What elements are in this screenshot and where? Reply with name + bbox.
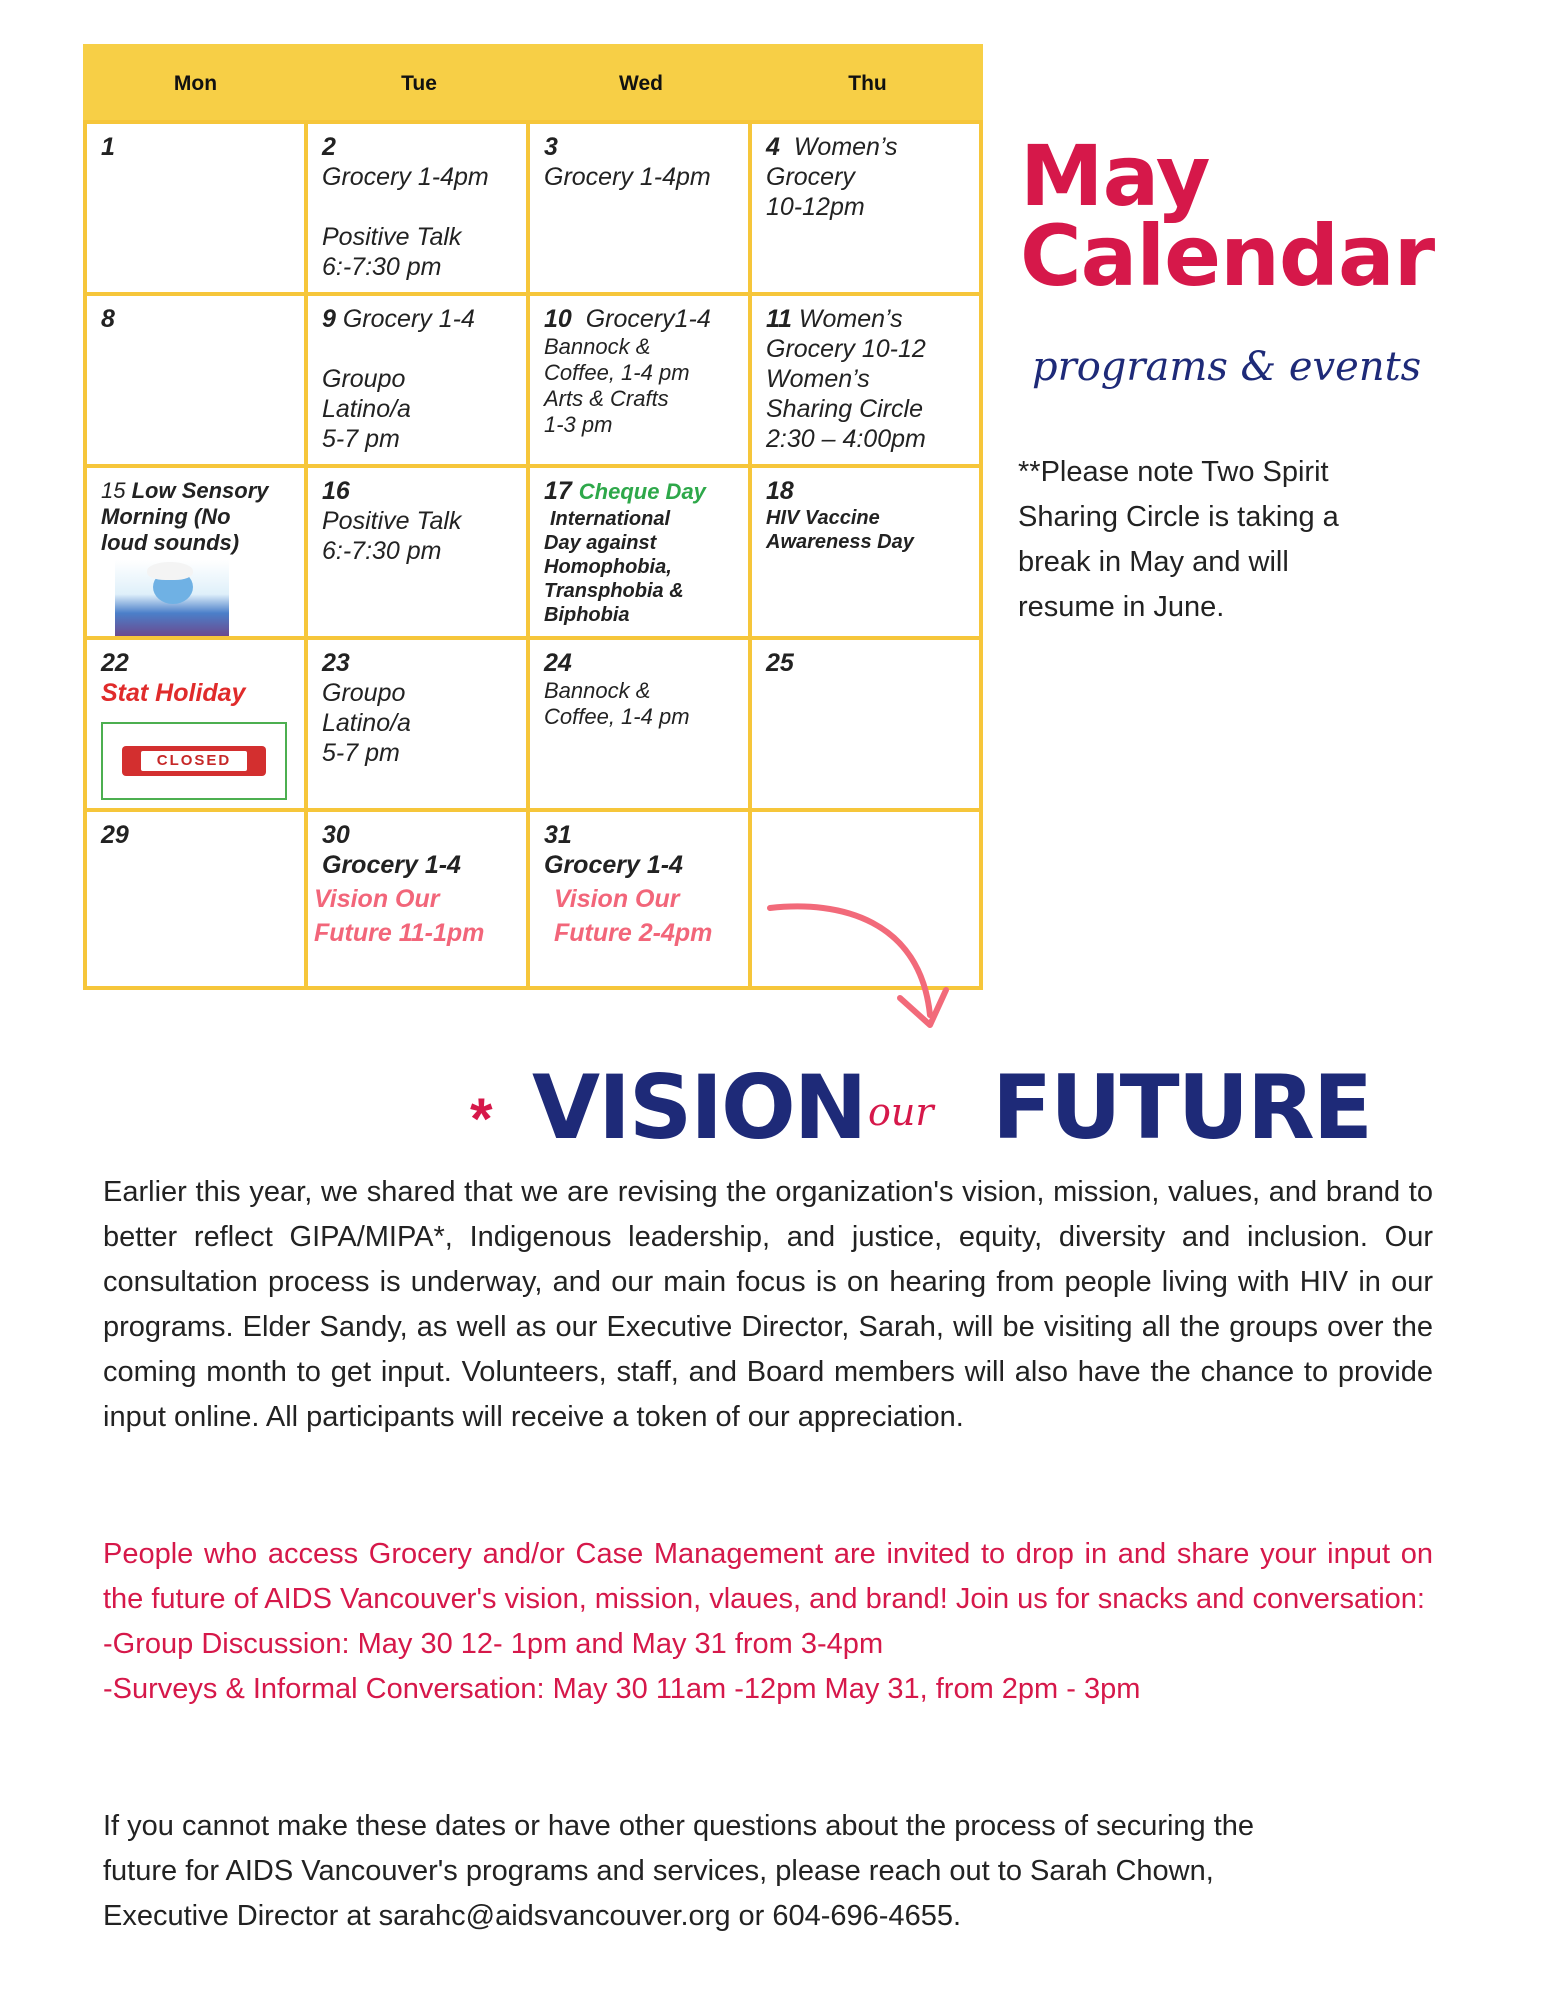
star-icon: * xyxy=(470,1087,493,1152)
day-label: Mon xyxy=(173,72,218,95)
event-text: Morning (No xyxy=(101,504,231,529)
title-line-1: May xyxy=(1020,127,1210,225)
note-line: **Please note Two Spirit xyxy=(1018,456,1329,488)
event-text: Grocery 1-4pm xyxy=(322,163,489,191)
subtitle: programs & events xyxy=(1032,344,1422,390)
calendar-cell-may-3 xyxy=(526,120,752,296)
vision-word: VISION xyxy=(532,1056,866,1159)
event-text: Transphobia & xyxy=(544,580,684,602)
vision-event-text: Future 11-1pm xyxy=(314,919,485,947)
calendar-cell-may-31 xyxy=(526,808,752,990)
calendar-cell-may-16 xyxy=(304,464,530,640)
event-text: Grocery xyxy=(766,163,855,191)
future-word: FUTURE xyxy=(992,1056,1371,1159)
contact-line: future for AIDS Vancouver's programs and services, please reach out to Sarah Chown, xyxy=(103,1855,1214,1887)
day-label: Thu xyxy=(848,72,887,95)
date-number: 3 xyxy=(544,133,558,161)
event-text: Latino/a xyxy=(322,709,411,737)
calendar-cell-may-29 xyxy=(83,808,308,990)
note-line: resume in June. xyxy=(1018,591,1225,623)
note-line: Sharing Circle is taking a xyxy=(1018,501,1339,533)
event-text: Grocery1-4 xyxy=(585,305,711,333)
event-text: Grocery 10-12 xyxy=(766,335,926,363)
vision-intro-paragraph: Earlier this year, we shared that we are revising the organization's vision, mission, values, and brand to better reflect GIPA/MIPA*, Indigenous leadership, and justice, equity, diversity and inclusion. Our consultation process is underway, and our main focus is on hearing from people living with HIV in our programs. Elder Sandy, as well as our Executive Director, Sarah, will be visiting all the groups over the coming month to get input. Volunteers, staff, and Board members will also have the chance to provide input online. All participants will receive a token of our appreciation. xyxy=(103,1176,1433,1433)
closed-sign-image xyxy=(101,722,287,800)
event-text: Groupo xyxy=(322,365,406,393)
closed-sign-text: CLOSED xyxy=(141,751,248,771)
event-text: 1-3 pm xyxy=(544,412,613,437)
event-text: Grocery 1-4pm xyxy=(544,163,711,191)
day-header-mon xyxy=(83,44,308,122)
event-text: Women’s xyxy=(766,365,870,393)
date-number: 25 xyxy=(766,649,794,677)
date-number: 2 xyxy=(322,133,336,161)
day-header-tue xyxy=(308,44,530,122)
invitation-text: People who access Grocery and/or Case Management are invited to drop in and share your input on the future of AIDS Vancouver's vision, mission, vlaues, and brand! Join us for snacks and conversation: xyxy=(103,1538,1433,1615)
cheque-day-label: Cheque Day xyxy=(578,479,706,504)
event-text: Women’s xyxy=(793,133,898,161)
smurf-image xyxy=(115,560,229,636)
calendar-cell-may-30 xyxy=(304,808,530,990)
date-number: 1 xyxy=(101,133,115,161)
event-text: Day against xyxy=(544,532,657,554)
day-header-thu xyxy=(752,44,983,122)
event-text: Arts & Crafts xyxy=(544,386,669,411)
date-number: 23 xyxy=(322,649,350,677)
event-text: 10-12pm xyxy=(766,193,865,221)
day-label: Tue xyxy=(401,72,437,95)
stat-holiday-label: Stat Holiday xyxy=(101,679,246,707)
calendar-cell-may-1 xyxy=(83,120,308,296)
event-text: loud sounds) xyxy=(101,530,240,555)
calendar-cell-may-23 xyxy=(304,636,530,812)
date-number: 10 xyxy=(544,305,572,333)
date-number: 22 xyxy=(101,649,129,677)
event-text: Coffee, 1-4 pm xyxy=(544,704,690,729)
event-text: 6:-7:30 pm xyxy=(322,537,442,565)
day-label: Wed xyxy=(619,72,663,95)
event-text: Women’s xyxy=(798,305,903,333)
calendar-cell-may-17 xyxy=(526,464,752,640)
group-discussion-line: -Group Discussion: May 30 12- 1pm and May 31 from 3-4pm xyxy=(103,1628,884,1660)
calendar-cell-may-18 xyxy=(748,464,983,640)
event-text: International xyxy=(550,508,671,530)
event-text: Coffee, 1-4 pm xyxy=(544,360,690,385)
event-text: Biphobia xyxy=(544,604,630,626)
date-number: 16 xyxy=(322,477,350,505)
event-text: Groupo xyxy=(322,679,406,707)
event-text: 2:30 – 4:00pm xyxy=(766,425,926,453)
grocery-invitation-paragraph xyxy=(103,1532,1433,1712)
calendar-cell-may-11 xyxy=(748,292,983,468)
event-text: Low Sensory xyxy=(131,478,269,503)
event-text: Positive Talk xyxy=(322,223,462,251)
vision-event-text: Vision Our xyxy=(314,885,440,913)
event-text: Positive Talk xyxy=(322,507,462,535)
event-text: Sharing Circle xyxy=(766,395,924,423)
event-text: Grocery 1-4 xyxy=(342,305,475,333)
calendar-cell-may-15 xyxy=(83,464,308,640)
date-number: 31 xyxy=(544,821,572,849)
event-text: 5-7 pm xyxy=(322,425,400,453)
surveys-line: -Surveys & Informal Conversation: May 30 11am -12pm May 31, from 2pm - 3pm xyxy=(103,1673,1141,1705)
date-number: 24 xyxy=(544,649,572,677)
date-number: 17 xyxy=(544,477,572,505)
contact-line: If you cannot make these dates or have other questions about the process of securing the xyxy=(103,1810,1255,1842)
event-text: Homophobia, xyxy=(544,556,672,578)
date-number: 29 xyxy=(101,821,129,849)
event-text: Latino/a xyxy=(322,395,411,423)
closed-sign xyxy=(122,746,266,776)
two-spirit-note xyxy=(1018,450,1418,630)
calendar-cell-may-8 xyxy=(83,292,308,468)
page-title xyxy=(1020,127,1435,305)
curved-arrow-icon xyxy=(760,890,950,1060)
date-number: 30 xyxy=(322,821,350,849)
contact-paragraph xyxy=(103,1804,1433,1939)
day-header-wed xyxy=(530,44,752,122)
our-word: our xyxy=(868,1090,934,1134)
event-text: Grocery 1-4 xyxy=(322,851,461,879)
vision-event-text: Future 2-4pm xyxy=(554,919,713,947)
calendar-cell-may-22 xyxy=(83,636,308,812)
date-number: 9 xyxy=(322,305,336,333)
calendar-cell-may-24 xyxy=(526,636,752,812)
date-number: 18 xyxy=(766,477,794,505)
event-text: Bannock & xyxy=(544,334,651,359)
calendar-cell-may-2 xyxy=(304,120,530,296)
may-calendar-grid xyxy=(83,44,983,990)
event-text: 5-7 pm xyxy=(322,739,400,767)
event-text: 6:-7:30 pm xyxy=(322,253,442,281)
title-line-2: Calendar xyxy=(1020,207,1435,305)
calendar-cell-may-9 xyxy=(304,292,530,468)
date-number: 11 xyxy=(766,305,792,333)
calendar-cell-may-4 xyxy=(748,120,983,296)
event-text: Grocery 1-4 xyxy=(544,851,683,879)
date-number: 8 xyxy=(101,305,115,333)
vision-event-text: Vision Our xyxy=(554,885,680,913)
event-text: Bannock & xyxy=(544,678,651,703)
date-number: 15 xyxy=(101,478,126,503)
date-number: 4 xyxy=(766,133,780,161)
calendar-cell-may-10 xyxy=(526,292,752,468)
event-text: HIV Vaccine xyxy=(766,507,880,529)
note-line: break in May and will xyxy=(1018,546,1289,578)
contact-line: Executive Director at sarahc@aidsvancouver.org or 604-696-4655. xyxy=(103,1900,962,1932)
calendar-cell-may-25 xyxy=(748,636,983,812)
event-text: Awareness Day xyxy=(766,531,914,553)
